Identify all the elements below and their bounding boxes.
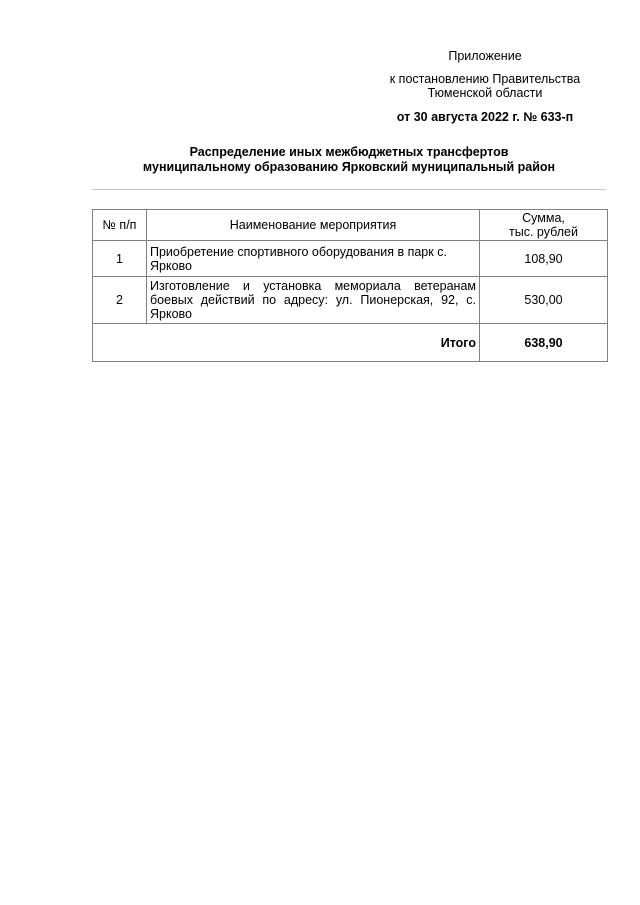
row-number: 1 (93, 241, 147, 277)
allocation-table (92, 209, 608, 362)
column-header-name: Наименование мероприятия (147, 210, 480, 241)
column-header-number: № п/п (93, 210, 147, 241)
total-label: Итого (93, 324, 480, 362)
appendix-heading (340, 49, 630, 63)
row-amount: 108,90 (480, 241, 608, 277)
document-title (92, 145, 606, 175)
column-header-sum (480, 210, 608, 241)
document-title-line1: Распределение иных межбюджетных трансфертов (189, 145, 509, 159)
table-total-row (93, 324, 608, 362)
column-header-sum-line1: Сумма, (522, 211, 565, 225)
total-amount: 638,90 (480, 324, 608, 362)
appendix-reference (340, 72, 630, 100)
row-activity-name: Приобретение спортивного оборудования в парк с. Ярково (147, 241, 480, 277)
table-row (93, 241, 608, 277)
row-amount: 530,00 (480, 277, 608, 324)
decree-date: от 30 августа 2022 г. № 633-п (396, 110, 574, 124)
appendix-ref-line2: Тюменской области (427, 86, 543, 100)
table-row (93, 277, 608, 324)
row-number: 2 (93, 277, 147, 324)
document-title-line2: муниципальному образованию Ярковский муниципальный район (142, 160, 556, 174)
row-activity-name: Изготовление и установка мемориала ветеранам боевых действий по адресу: ул. Пионерская, 92, с. Ярково (147, 277, 480, 324)
table-header-row (93, 210, 608, 241)
column-header-sum-line2: тыс. рублей (509, 225, 578, 239)
title-divider (92, 189, 606, 190)
appendix-title: Приложение (448, 49, 522, 63)
appendix-ref-line1: к постановлению Правительства (389, 72, 581, 86)
decree-date-block (340, 110, 630, 124)
